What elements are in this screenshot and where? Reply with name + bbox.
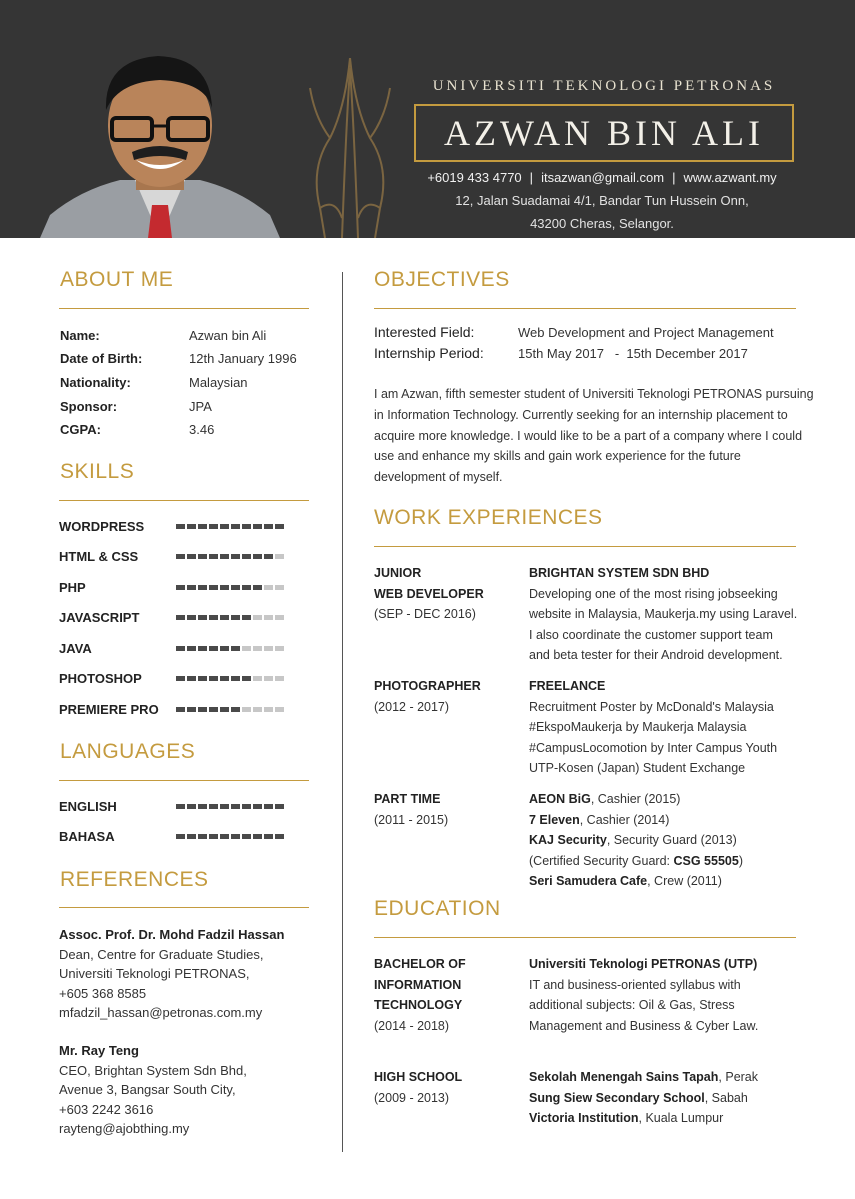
reference-line: Dean, Centre for Graduate Studies, bbox=[59, 946, 264, 962]
level-segment bbox=[253, 554, 262, 559]
email-link[interactable]: itsazwan@gmail.com bbox=[541, 170, 665, 185]
reference-phone: +605 368 8585 bbox=[59, 985, 147, 1001]
level-segment bbox=[264, 676, 273, 681]
education-title: EDUCATION bbox=[374, 897, 501, 920]
level-segment bbox=[264, 707, 273, 712]
level-segment bbox=[275, 524, 284, 529]
level-segment bbox=[242, 646, 251, 651]
reference-name: Assoc. Prof. Dr. Mohd Fadzil Hassan bbox=[59, 927, 285, 942]
school-location: , Sabah bbox=[704, 1090, 748, 1105]
school-name: Sung Siew Secondary School bbox=[529, 1090, 705, 1105]
description-line: Management and Business & Cyber Law. bbox=[529, 1018, 759, 1033]
level-segment bbox=[209, 524, 218, 529]
header-banner bbox=[0, 0, 855, 238]
level-segment bbox=[220, 554, 229, 559]
description-line: website in Malaysia, Maukerja.my using Laravel. bbox=[529, 607, 798, 622]
level-segment bbox=[253, 834, 262, 839]
description-line: I also coordinate the customer support team bbox=[529, 627, 773, 642]
level-segment bbox=[176, 585, 185, 590]
description-line: #EkspoMaukerja by Maukerja Malaysia bbox=[529, 720, 747, 735]
objectives-rule bbox=[374, 308, 796, 309]
interested-field-value: Web Development and Project Management bbox=[518, 325, 774, 340]
level-segment bbox=[198, 834, 207, 839]
level-segment bbox=[231, 615, 240, 620]
level-segment bbox=[231, 524, 240, 529]
degree-title: BACHELOR OF bbox=[374, 957, 466, 971]
school-name: Victoria Institution bbox=[529, 1111, 639, 1126]
languages-title: LANGUAGES bbox=[60, 740, 196, 763]
level-segment bbox=[275, 554, 284, 559]
degree-period: (2009 - 2013) bbox=[374, 1090, 450, 1105]
job-line bbox=[529, 871, 829, 892]
role-period: (SEP - DEC 2016) bbox=[374, 607, 476, 622]
website-link[interactable]: www.azwant.my bbox=[683, 170, 777, 185]
level-segment bbox=[242, 707, 251, 712]
decorative-ornament bbox=[290, 58, 410, 238]
language-bar bbox=[176, 834, 284, 839]
about-value: JPA bbox=[189, 399, 212, 414]
level-segment bbox=[253, 676, 262, 681]
level-segment bbox=[198, 646, 207, 651]
level-segment bbox=[198, 524, 207, 529]
language-name: ENGLISH bbox=[59, 799, 117, 814]
level-segment bbox=[176, 646, 185, 651]
level-segment bbox=[275, 585, 284, 590]
level-segment bbox=[253, 804, 262, 809]
work-rule bbox=[374, 546, 796, 547]
school-line bbox=[529, 1088, 829, 1109]
skill-bar bbox=[176, 524, 284, 529]
work-description bbox=[529, 676, 829, 779]
references-title: REFERENCES bbox=[60, 868, 209, 891]
level-segment bbox=[275, 676, 284, 681]
about-label: Sponsor: bbox=[60, 399, 118, 414]
degree-period: (2014 - 2018) bbox=[374, 1018, 450, 1033]
phone-number: +6019 433 4770 bbox=[427, 170, 522, 185]
level-segment bbox=[220, 804, 229, 809]
candidate-name: AZWAN BIN ALI bbox=[444, 113, 764, 153]
internship-period-label: Internship Period: bbox=[374, 345, 484, 361]
education-highschool bbox=[374, 1067, 462, 1108]
description-line: UTP-Kosen (Japan) Student Exchange bbox=[529, 761, 746, 776]
job-detail: (Certified Security Guard: bbox=[529, 853, 674, 868]
level-segment bbox=[242, 585, 251, 590]
level-segment bbox=[209, 804, 218, 809]
about-label: Nationality: bbox=[60, 375, 131, 390]
about-title: ABOUT ME bbox=[60, 268, 174, 291]
level-segment bbox=[198, 804, 207, 809]
about-label: Name: bbox=[60, 328, 100, 343]
about-value: 3.46 bbox=[189, 422, 215, 437]
level-segment bbox=[231, 676, 240, 681]
degree-title: INFORMATION bbox=[374, 977, 462, 992]
level-segment bbox=[264, 804, 273, 809]
objective-paragraph: I am Azwan, fifth semester student of Universiti Teknologi PETRONAS pursuing in Information Technology. Currently seeking for an internship placement to acquire more knowledge. I would like to be a part of a company where I could use and enhance my skills and gain work experience for the future development of myself. bbox=[374, 387, 814, 485]
job-detail: , Crew (2011) bbox=[647, 874, 722, 889]
level-segment bbox=[253, 524, 262, 529]
level-segment bbox=[220, 524, 229, 529]
level-segment bbox=[264, 646, 273, 651]
level-segment bbox=[275, 834, 284, 839]
level-segment bbox=[242, 524, 251, 529]
level-segment bbox=[187, 554, 196, 559]
job-line bbox=[529, 851, 829, 872]
company-name: BRIGHTAN SYSTEM SDN BHD bbox=[529, 566, 710, 580]
profile-photo bbox=[40, 40, 280, 238]
work-role bbox=[374, 563, 484, 625]
level-segment bbox=[209, 834, 218, 839]
degree-title: HIGH SCHOOL bbox=[374, 1070, 463, 1084]
level-segment bbox=[275, 804, 284, 809]
work-description bbox=[529, 789, 829, 892]
contact-line bbox=[400, 170, 804, 185]
job-detail: , Cashier (2014) bbox=[579, 812, 670, 827]
level-segment bbox=[264, 554, 273, 559]
level-segment bbox=[264, 585, 273, 590]
work-role bbox=[374, 789, 448, 830]
role-title: WEB DEVELOPER bbox=[374, 586, 484, 601]
level-segment bbox=[220, 834, 229, 839]
level-segment bbox=[198, 615, 207, 620]
skill-name: WORDPRESS bbox=[59, 519, 145, 534]
level-segment bbox=[264, 834, 273, 839]
level-segment bbox=[209, 707, 218, 712]
school-location: , Perak bbox=[718, 1070, 759, 1084]
highschool-list bbox=[529, 1067, 829, 1129]
skill-bar bbox=[176, 615, 284, 620]
level-segment bbox=[187, 524, 196, 529]
reference-line: Universiti Teknologi PETRONAS, bbox=[59, 966, 250, 981]
level-segment bbox=[176, 554, 185, 559]
level-segment bbox=[209, 554, 218, 559]
reference-line: Avenue 3, Bangsar South City, bbox=[59, 1082, 236, 1097]
work-description bbox=[529, 563, 829, 666]
reference-email[interactable]: rayteng@ajobthing.my bbox=[59, 1121, 190, 1136]
separator: | bbox=[529, 170, 534, 185]
skill-name: PHOTOSHOP bbox=[59, 671, 142, 686]
level-segment bbox=[253, 585, 262, 590]
job-employer: AEON BiG bbox=[529, 792, 591, 806]
level-segment bbox=[187, 615, 196, 620]
objectives-title: OBJECTIVES bbox=[374, 268, 510, 291]
skill-name: PHP bbox=[59, 580, 86, 595]
skill-bar bbox=[176, 554, 284, 559]
level-segment bbox=[176, 615, 185, 620]
address-line-1: 12, Jalan Suadamai 4/1, Bandar Tun Hussein Onn, bbox=[455, 193, 749, 208]
level-segment bbox=[187, 834, 196, 839]
level-segment bbox=[187, 707, 196, 712]
level-segment bbox=[187, 585, 196, 590]
skill-bar bbox=[176, 707, 284, 712]
level-segment bbox=[209, 676, 218, 681]
column-divider bbox=[342, 272, 343, 1152]
level-segment bbox=[198, 707, 207, 712]
level-segment bbox=[209, 585, 218, 590]
work-title: WORK EXPERIENCES bbox=[374, 506, 603, 529]
level-segment bbox=[242, 676, 251, 681]
level-segment bbox=[220, 585, 229, 590]
level-segment bbox=[242, 804, 251, 809]
level-segment bbox=[242, 554, 251, 559]
school-name: Sekolah Menengah Sains Tapah bbox=[529, 1070, 719, 1084]
school-line bbox=[529, 1108, 829, 1129]
description-line: #CampusLocomotion by Inter Campus Youth bbox=[529, 740, 778, 755]
skills-title: SKILLS bbox=[60, 460, 135, 483]
references-rule bbox=[59, 907, 309, 908]
role-title: PART TIME bbox=[374, 792, 441, 806]
reference-name: Mr. Ray Teng bbox=[59, 1043, 139, 1058]
level-segment bbox=[275, 615, 284, 620]
interested-field-label: Interested Field: bbox=[374, 324, 475, 340]
level-segment bbox=[231, 554, 240, 559]
level-segment bbox=[242, 615, 251, 620]
university-name: UNIVERSITI TEKNOLOGI PETRONAS bbox=[432, 78, 776, 94]
internship-period-value: 15th May 2017 - 15th December 2017 bbox=[518, 346, 748, 361]
about-label: CGPA: bbox=[60, 422, 101, 437]
skill-bar bbox=[176, 585, 284, 590]
level-segment bbox=[242, 834, 251, 839]
role-period: (2011 - 2015) bbox=[374, 812, 449, 827]
address-line-2: 43200 Cheras, Selangor. bbox=[530, 216, 674, 231]
about-value: Malaysian bbox=[189, 375, 248, 390]
role-title: JUNIOR bbox=[374, 566, 422, 580]
school-name: Universiti Teknologi PETRONAS (UTP) bbox=[529, 957, 758, 971]
separator: | bbox=[672, 170, 676, 185]
level-segment bbox=[198, 554, 207, 559]
level-segment bbox=[253, 615, 262, 620]
description-line: IT and business-oriented syllabus with bbox=[529, 977, 741, 992]
level-segment bbox=[253, 707, 262, 712]
skill-bar bbox=[176, 676, 284, 681]
education-description bbox=[529, 954, 829, 1036]
level-segment bbox=[220, 615, 229, 620]
job-detail: , Cashier (2015) bbox=[590, 792, 681, 806]
reference-phone: +603 2242 3616 bbox=[59, 1101, 154, 1117]
level-segment bbox=[253, 646, 262, 651]
about-rule bbox=[59, 308, 309, 309]
level-segment bbox=[176, 676, 185, 681]
description-line: and beta tester for their Android development. bbox=[529, 648, 783, 663]
skills-rule bbox=[59, 500, 309, 501]
skill-name: JAVASCRIPT bbox=[59, 610, 140, 625]
description-line: additional subjects: Oil & Gas, Stress bbox=[529, 998, 735, 1013]
level-segment bbox=[176, 804, 185, 809]
description-line: Developing one of the most rising jobseeking bbox=[529, 586, 778, 601]
level-segment bbox=[187, 676, 196, 681]
certificate-id: CSG 55505 bbox=[673, 853, 739, 868]
level-segment bbox=[231, 804, 240, 809]
level-segment bbox=[176, 707, 185, 712]
level-segment bbox=[176, 524, 185, 529]
level-segment bbox=[220, 707, 229, 712]
job-employer: 7 Eleven bbox=[529, 812, 580, 827]
reference-entry bbox=[59, 1041, 247, 1139]
work-role bbox=[374, 676, 481, 717]
job-detail: , Security Guard (2013) bbox=[606, 833, 737, 848]
company-name: FREELANCE bbox=[529, 679, 606, 693]
skill-name: JAVA bbox=[59, 641, 92, 656]
level-segment bbox=[220, 646, 229, 651]
role-period: (2012 - 2017) bbox=[374, 699, 450, 714]
job-employer: Seri Samudera Cafe bbox=[529, 874, 648, 889]
skill-name: HTML & CSS bbox=[59, 549, 139, 564]
language-bar bbox=[176, 804, 284, 809]
language-name: BAHASA bbox=[59, 829, 115, 844]
school-location: , Kuala Lumpur bbox=[638, 1111, 724, 1126]
job-detail: ) bbox=[738, 853, 743, 868]
level-segment bbox=[275, 707, 284, 712]
about-label: Date of Birth: bbox=[60, 351, 143, 366]
level-segment bbox=[231, 707, 240, 712]
level-segment bbox=[198, 676, 207, 681]
description-line: Recruitment Poster by McDonald's Malaysia bbox=[529, 699, 774, 714]
level-segment bbox=[176, 834, 185, 839]
job-line bbox=[529, 810, 829, 831]
degree-title: TECHNOLOGY bbox=[374, 998, 463, 1013]
level-segment bbox=[275, 646, 284, 651]
skill-bar bbox=[176, 646, 284, 651]
school-line bbox=[529, 1067, 829, 1088]
level-segment bbox=[209, 646, 218, 651]
skill-name: PREMIERE PRO bbox=[59, 702, 159, 717]
about-value: Azwan bin Ali bbox=[189, 328, 267, 343]
about-value: 12th January 1996 bbox=[189, 351, 297, 366]
reference-line: CEO, Brightan System Sdn Bhd, bbox=[59, 1062, 247, 1078]
reference-email[interactable]: mfadzil_hassan@petronas.com.my bbox=[59, 1005, 263, 1020]
languages-rule bbox=[59, 780, 309, 781]
job-line bbox=[529, 830, 829, 851]
name-box bbox=[414, 104, 794, 162]
level-segment bbox=[264, 615, 273, 620]
level-segment bbox=[209, 615, 218, 620]
level-segment bbox=[198, 585, 207, 590]
education-rule bbox=[374, 937, 796, 938]
level-segment bbox=[264, 524, 273, 529]
level-segment bbox=[187, 804, 196, 809]
level-segment bbox=[231, 646, 240, 651]
job-line bbox=[529, 789, 829, 810]
education-degree bbox=[374, 954, 466, 1036]
role-title: PHOTOGRAPHER bbox=[374, 679, 481, 693]
level-segment bbox=[231, 585, 240, 590]
level-segment bbox=[231, 834, 240, 839]
level-segment bbox=[187, 646, 196, 651]
level-segment bbox=[220, 676, 229, 681]
reference-entry bbox=[59, 925, 284, 1023]
job-employer: KAJ Security bbox=[529, 833, 607, 848]
